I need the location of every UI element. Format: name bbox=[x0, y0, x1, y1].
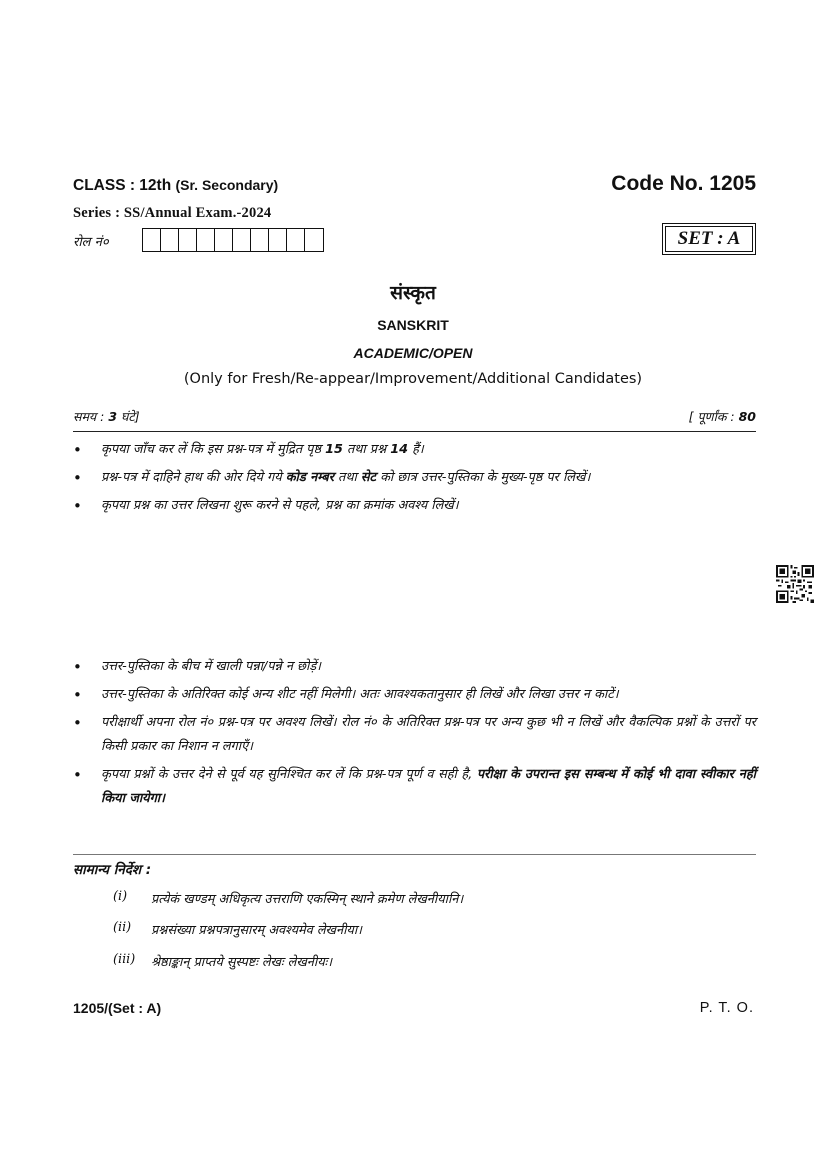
roll-number-box bbox=[269, 229, 287, 251]
instruction-item bbox=[73, 466, 756, 490]
instruction-text: उत्तर-पुस्तिका के अतिरिक्त कोई अन्य शीट नहीं मिलेगी। अतः आवश्यकतानुसार ही लिखें और लिखा उत्तर न काटें। bbox=[101, 687, 619, 702]
marks-value: 80 bbox=[738, 409, 756, 424]
maximum-marks bbox=[689, 408, 756, 425]
instructions-bottom bbox=[73, 655, 756, 815]
instruction-bold: कोड नम्बर bbox=[285, 470, 334, 485]
set-badge: SET : A bbox=[665, 226, 753, 252]
marks-label: [ पूर्णांक : bbox=[688, 409, 735, 424]
divider bbox=[73, 854, 756, 855]
item-text: प्रश्नसंख्या प्रश्नपत्रानुसारम् अवश्यमेव लेखनीया। bbox=[151, 923, 363, 938]
instruction-text: तथा प्रश्न bbox=[342, 442, 391, 457]
instruction-text: प्रश्न-पत्र में दाहिने हाथ की ओर दिये गये bbox=[101, 470, 286, 485]
subject-title-hindi: संस्कृत bbox=[390, 282, 436, 304]
general-instruction-item bbox=[113, 889, 463, 907]
instruction-bold: परीक्षा के उपरान्त इस सम्बन्ध में कोई भी दावा स्वीकार नहीं किया जायेगा। bbox=[101, 767, 756, 806]
instruction-item bbox=[73, 655, 756, 679]
instructions-top bbox=[73, 438, 756, 522]
roll-number-box bbox=[161, 229, 179, 251]
general-instruction-item bbox=[113, 952, 332, 970]
footer-code: 1205/(Set : A) bbox=[73, 1000, 162, 1016]
instruction-item bbox=[73, 763, 756, 811]
class-sub: (Sr. Secondary) bbox=[175, 177, 279, 193]
instruction-item bbox=[73, 683, 756, 707]
instruction-text: कृपया प्रश्न का उत्तर लिखना शुरू करने से पहले, प्रश्न का क्रमांक अवश्य लिखें। bbox=[101, 498, 459, 513]
subject-title-english: SANSKRIT bbox=[377, 317, 449, 333]
item-number: (ii) bbox=[113, 920, 132, 935]
item-text: श्रेष्ठाङ्कान् प्राप्तये सुस्पष्टः लेखः लेखनीयः। bbox=[151, 955, 333, 970]
time-value: 3 bbox=[108, 409, 118, 424]
instruction-text: परीक्षार्थी अपना रोल नं० प्रश्न-पत्र पर अवश्य लिखें। रोल नं० के अतिरिक्त प्रश्न-पत्र पर अन्य कुछ भी न लिखें और वैकल्पिक प्रश्नों के उत्तरों पर किसी प्रकार का निशान न लगाएँ। bbox=[101, 715, 756, 754]
instruction-text: हैं। bbox=[408, 442, 424, 457]
roll-number-boxes bbox=[142, 228, 324, 252]
item-number: (i) bbox=[113, 889, 128, 904]
instruction-item bbox=[73, 438, 756, 462]
roll-number-label: रोल नं० bbox=[73, 235, 109, 250]
roll-number-box bbox=[233, 229, 251, 251]
instruction-text: कृपया प्रश्नों के उत्तर देने से पूर्व यह सुनिश्चित कर लें कि प्रश्न-पत्र पूर्ण व सही है, bbox=[101, 767, 477, 782]
roll-number-box bbox=[287, 229, 305, 251]
instruction-text: उत्तर-पुस्तिका के बीच में खाली पन्ना/पन्ने न छोड़ें। bbox=[101, 659, 322, 674]
roll-number-box bbox=[197, 229, 215, 251]
instruction-text: को छात्र उत्तर-पुस्तिका के मुख्य-पृष्ठ पर लिखें। bbox=[376, 470, 591, 485]
page-turn-note: P. T. O. bbox=[699, 1000, 754, 1016]
general-instructions-heading: सामान्य निर्देश : bbox=[73, 862, 152, 878]
time-allowed bbox=[73, 408, 140, 425]
instruction-item bbox=[73, 494, 756, 518]
divider bbox=[73, 431, 756, 432]
exam-mode: ACADEMIC/OPEN bbox=[353, 345, 473, 361]
instruction-item bbox=[73, 711, 756, 759]
candidate-note: (Only for Fresh/Re-appear/Improvement/Additional Candidates) bbox=[183, 371, 643, 387]
item-number: (iii) bbox=[113, 952, 136, 967]
instruction-bold: 14 bbox=[390, 442, 409, 457]
class-value: CLASS : 12th bbox=[73, 177, 172, 194]
roll-number-box bbox=[215, 229, 233, 251]
roll-number-box bbox=[305, 229, 323, 251]
instruction-text: तथा bbox=[333, 470, 361, 485]
roll-number-box bbox=[179, 229, 197, 251]
time-label: समय : bbox=[73, 409, 105, 424]
qr-code-icon bbox=[776, 565, 814, 603]
instruction-text: कृपया जाँच कर लें कि इस प्रश्न-पत्र में मुद्रित पृष्ठ bbox=[101, 442, 326, 457]
item-text: प्रत्येकं खण्डम् अधिकृत्य उत्तराणि एकस्मिन् स्थाने क्रमेण लेखनीयानि। bbox=[151, 892, 464, 907]
roll-number-box bbox=[251, 229, 269, 251]
roll-number-box bbox=[143, 229, 161, 251]
code-number: Code No. 1205 bbox=[611, 172, 756, 195]
series-label: Series : SS/Annual Exam.-2024 bbox=[73, 205, 272, 221]
class-label bbox=[73, 177, 278, 195]
instruction-bold: सेट bbox=[360, 470, 376, 485]
time-unit: घंटे] bbox=[121, 409, 140, 424]
instruction-bold: 15 bbox=[325, 442, 343, 457]
general-instruction-item bbox=[113, 920, 362, 938]
